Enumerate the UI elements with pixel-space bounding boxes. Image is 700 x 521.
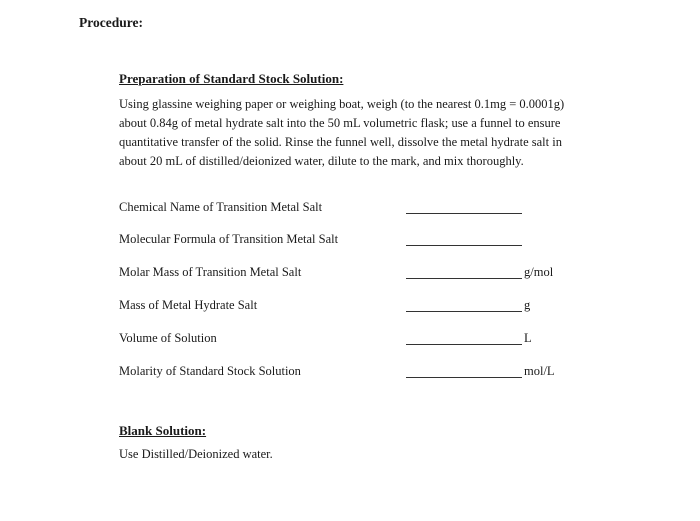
instruction-line: about 20 mL of distilled/deionized water, dilute to the mark, and mix thoroughly.: [119, 154, 524, 168]
blank-solution-text: Use Distilled/Deionized water.: [119, 447, 273, 461]
molecular-formula-blank[interactable]: [406, 245, 522, 246]
instruction-line: quantitative transfer of the solid. Rinse the funnel well, dissolve the metal hydrate salt in: [119, 135, 562, 149]
field-row-molecular-formula: [119, 232, 579, 252]
field-row-molar-mass: [119, 265, 579, 285]
field-label: Volume of Solution: [119, 331, 217, 345]
preparation-instructions: [119, 95, 619, 171]
field-row-mass-hydrate: [119, 298, 579, 318]
preparation-heading: Preparation of Standard Stock Solution:: [119, 71, 344, 86]
mass-hydrate-blank[interactable]: [406, 311, 522, 312]
field-label: Mass of Metal Hydrate Salt: [119, 298, 258, 312]
field-label: Chemical Name of Transition Metal Salt: [119, 200, 323, 214]
field-row-chemical-name: [119, 200, 579, 220]
field-unit: mol/L: [524, 364, 555, 378]
chemical-name-blank[interactable]: [406, 213, 522, 214]
molarity-blank[interactable]: [406, 377, 522, 378]
field-row-molarity: [119, 364, 579, 384]
molar-mass-blank[interactable]: [406, 278, 522, 279]
field-row-volume: [119, 331, 579, 351]
instruction-line: Using glassine weighing paper or weighing boat, weigh (to the nearest 0.1mg = 0.0001g): [119, 97, 565, 111]
field-label: Molar Mass of Transition Metal Salt: [119, 265, 302, 279]
instruction-line: about 0.84g of metal hydrate salt into the 50 mL volumetric flask; use a funnel to ensure: [119, 116, 561, 130]
procedure-heading: Procedure:: [79, 15, 143, 30]
field-unit: L: [524, 331, 532, 345]
field-label: Molarity of Standard Stock Solution: [119, 364, 301, 378]
volume-blank[interactable]: [406, 344, 522, 345]
field-label: Molecular Formula of Transition Metal Salt: [119, 232, 339, 246]
field-unit: g/mol: [524, 265, 554, 279]
field-unit: g: [524, 298, 531, 312]
blank-solution-heading: Blank Solution:: [119, 423, 207, 438]
